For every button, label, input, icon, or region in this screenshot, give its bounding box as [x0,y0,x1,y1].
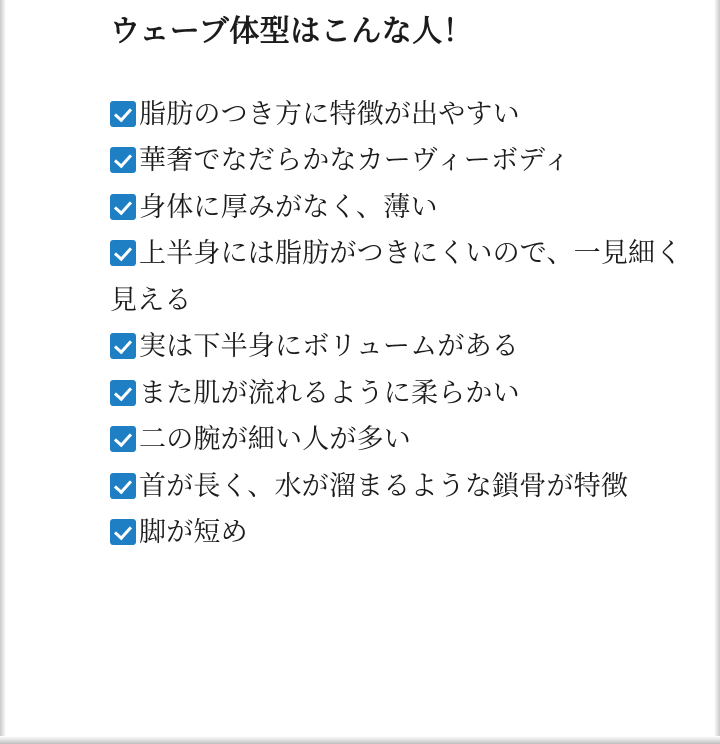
list-item [110,371,696,417]
list-item [110,417,696,463]
check-box-icon [110,380,136,406]
list-item [110,510,696,556]
list-item-label: 首が長く、水が溜まるような鎖骨が特徴 [139,470,629,502]
checklist [110,92,696,556]
list-item [110,138,696,184]
page-edge-left [0,0,6,744]
list-item [110,324,696,370]
list-item [110,231,696,324]
page-title: ウェーブ体型はこんな人！ [110,14,474,49]
page-edge-bottom [0,736,720,744]
list-item-label: 上半身には脂肪がつきにくいので、一見細く見える [110,238,683,316]
check-box-icon [110,194,136,220]
check-box-icon [110,519,136,545]
list-item-label: 二の腕が細い人が多い [139,424,411,456]
check-box-icon [110,426,136,452]
check-box-icon [110,147,136,173]
list-item [110,92,696,138]
check-box-icon [110,101,136,127]
check-box-icon [110,240,136,266]
check-box-icon [110,473,136,499]
list-item-label: 実は下半身にボリュームがある [139,331,519,363]
list-item [110,464,696,510]
list-item-label: また肌が流れるように柔らかい [139,377,520,409]
check-box-icon [110,333,136,359]
list-item-label: 身体に厚みがなく、薄い [139,191,438,223]
list-item [110,185,696,231]
list-item-label: 脂肪のつき方に特徴が出やすい [139,99,520,130]
list-item-label: 脚が短め [139,516,248,548]
page-edge-right [714,0,720,744]
list-item-label: 華奢でなだらかなカーヴィーボディ [139,145,571,177]
